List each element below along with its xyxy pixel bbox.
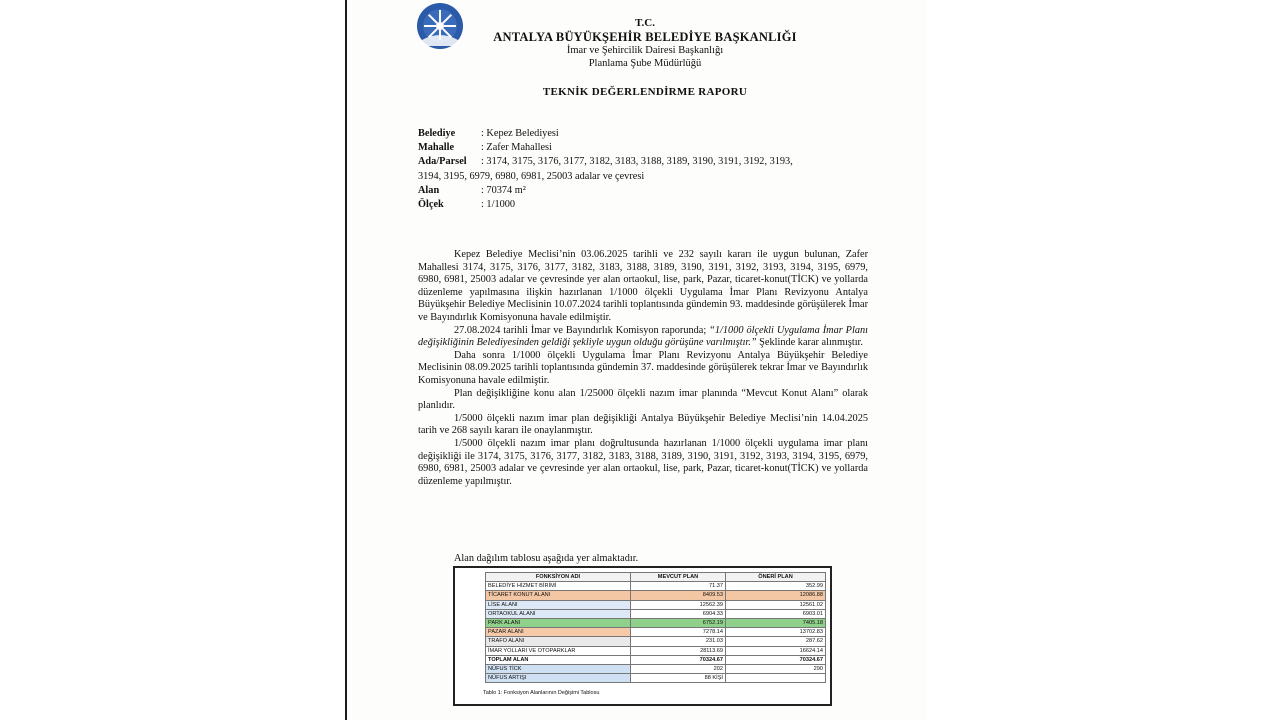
table-row (486, 600, 826, 609)
paragraph-6: 1/5000 ölçekli nazım imar planı doğrultusunda hazırlanan 1/1000 ölçekli uygulama imar planı değişikliği ile 3174, 3175, 3176, 3177, 3182, 3183, 3188, 3189, 3190, 3191, 3192, 3193, 3194, 3195, 6979, 6980, 6981, 25003 adalar ve çevresinde yer alan ortaokul, lise, park, Pazar, ticaret-konut(TİCK) ve yollarda düzenleme yapılmıştır. (418, 437, 868, 487)
table-row (486, 582, 826, 591)
cell-proposed: 352.99 (726, 582, 826, 591)
cell-proposed: 70324.67 (726, 655, 826, 664)
col-header-current: MEVCUT PLAN (631, 573, 726, 582)
cell-current: 8409.53 (631, 591, 726, 600)
table-header-row (486, 573, 826, 582)
info-row: Ölçek : 1/1000 (418, 199, 516, 211)
cell-current: 7278.14 (631, 628, 726, 637)
cell-current: 70324.67 (631, 655, 726, 664)
cell-current: 6904.33 (631, 609, 726, 618)
cell-function: İMAR YOLLARI VE OTOPARKLAR (486, 646, 631, 655)
table-row (486, 637, 826, 646)
info-row: Ada/Parsel : 3174, 3175, 3176, 3177, 3182, 3183, 3188, 3189, 3190, 3191, 3192, 3193, (418, 156, 793, 168)
cell-function: NÜFUS ARTIŞI (486, 674, 631, 683)
table-row (486, 655, 826, 664)
table-row (486, 628, 826, 637)
table-row (486, 646, 826, 655)
paragraph-1: Kepez Belediye Meclisi’nin 03.06.2025 tarihli ve 232 sayılı kararı ile uygun bulunan, Zafer Mahallesi 3174, 3175, 3176, 3177, 3182, 3183, 3188, 3189, 3190, 3191, 3192, 3193, 3194, 3195, 6979, 6980, 6981, 25003 adalar ve çevresinde yer alan ortaokul, lise, park, Pazar, ticaret-konut(TİCK) ve yollarda düzenleme yapılmasına ilişkin hazırlanan 1/1000 ölçekli Uygulama İmar Planı Revizyonu Antalya Büyükşehir Belediye Meclisinin 10.07.2024 tarihli toplantısında gündemin 93. maddesinde görüşülerek İmar ve Bayındırlık Komisyonuna havale edilmiştir. (418, 249, 868, 323)
cell-current: 12562.39 (631, 600, 726, 609)
header-unit: Planlama Şube Müdürlüğü (588, 58, 702, 69)
header-tc: T.C. (635, 17, 655, 29)
info-row: 3194, 3195, 6979, 6980, 6981, 25003 adalar ve çevresi (418, 170, 645, 182)
table-caption: Tablo 1: Fonksiyon Alanlarının Değişimi Tablosu (483, 690, 600, 696)
col-header-proposed: ÖNERİ PLAN (726, 573, 826, 582)
cell-function: TOPLAM ALAN (486, 655, 631, 664)
table-row (486, 664, 826, 673)
info-row: Belediye : Kepez Belediyesi (418, 128, 559, 139)
table-body (486, 582, 826, 683)
paragraph-4: Plan değişikliğine konu alan 1/25000 ölçekli nazım imar planında “Mevcut Konut Alanı” olarak planlıdır. (418, 387, 868, 412)
cell-proposed (726, 674, 826, 683)
cell-function: ORTAOKUL ALANI (486, 609, 631, 618)
cell-proposed: 290 (726, 664, 826, 673)
header-organization: ANTALYA BÜYÜKŞEHİR BELEDİYE BAŞKANLIĞI (493, 30, 797, 44)
cell-current: 28113.69 (631, 646, 726, 655)
cell-current: 231.03 (631, 637, 726, 646)
cell-proposed: 7405.18 (726, 618, 826, 627)
cell-function: BELEDİYE HİZMET BİRİMİ (486, 582, 631, 591)
report-title: TEKNİK DEĞERLENDİRME RAPORU (542, 86, 748, 98)
cell-proposed: 13702.83 (726, 628, 826, 637)
cell-current: 202 (631, 664, 726, 673)
paragraph-2: 27.08.2024 tarihli İmar ve Bayındırlık Komisyon raporunda; “1/1000 ölçekli Uygulama İmar Planı değişikliğinin Belediyesinden geldiği şekliyle uygun olduğu görüşüne varılmıştır.” Şeklinde karar alınmıştır. (418, 324, 868, 349)
report-body (418, 249, 868, 488)
paragraph-3: Daha sonra 1/1000 ölçekli Uygulama İmar Planı Revizyonu Antalya Büyükşehir Belediye Meclisinin 08.09.2025 tarihli toplantısında gündemin 37. maddesinde görüşülerek tekrar İmar ve Bayındırlık Komisyonuna havale edilmiştir. (418, 349, 868, 386)
paragraph-5: 1/5000 ölçekli nazım imar plan değişikliği Antalya Büyükşehir Belediye Meclisi’nin 14.04.2025 tarih ve 268 sayılı kararı ile onaylanmıştır. (418, 412, 868, 437)
cell-function: PARK ALANI (486, 618, 631, 627)
cell-function: TİCARET KONUT ALANI (486, 591, 631, 600)
municipality-logo (416, 2, 464, 50)
header-department: İmar ve Şehircilik Dairesi Başkanlığı (566, 45, 724, 56)
info-row: Mahalle : Zafer Mahallesi (418, 142, 552, 154)
table-row (486, 591, 826, 600)
col-header-function: FONKSİYON ADI (486, 573, 631, 582)
cell-function: TRAFO ALANI (486, 637, 631, 646)
area-distribution-table-image (453, 566, 832, 706)
function-area-table (485, 572, 826, 683)
cell-function: PAZAR ALANI (486, 628, 631, 637)
info-block (418, 127, 878, 212)
cell-current: 71.37 (631, 582, 726, 591)
table-row (486, 618, 826, 627)
distribution-intro: Alan dağılım tablosu aşağıda yer almaktadır. (454, 553, 639, 564)
cell-proposed: 16624.14 (726, 646, 826, 655)
cell-function: LİSE ALANI (486, 600, 631, 609)
cell-proposed: 12561.02 (726, 600, 826, 609)
cell-current: 6752.19 (631, 618, 726, 627)
cell-proposed: 12086.88 (726, 591, 826, 600)
cell-function: NÜFUS TİCK (486, 664, 631, 673)
info-row: Alan : 70374 m² (418, 184, 526, 196)
cell-proposed: 287.62 (726, 637, 826, 646)
cell-current: 88 KİŞİ (631, 674, 726, 683)
table-row (486, 674, 826, 683)
cell-proposed: 6903.01 (726, 609, 826, 618)
table-row (486, 609, 826, 618)
